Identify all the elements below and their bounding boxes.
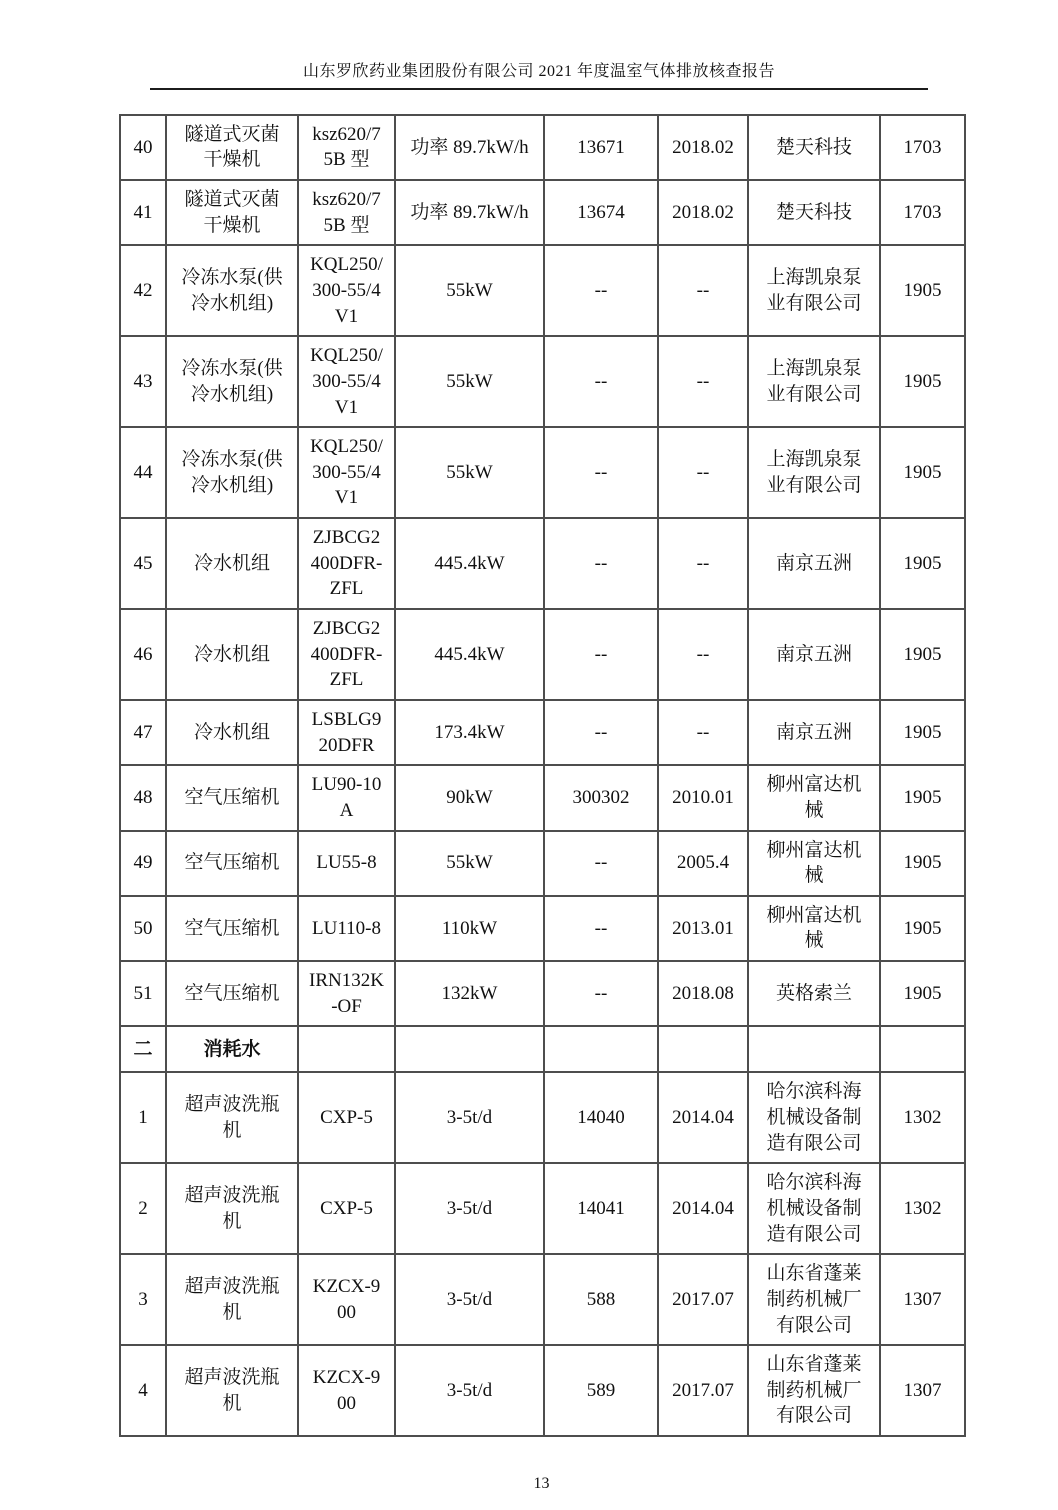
date-cell: 2013.01 [658,896,748,961]
row-number-cell: 43 [120,336,166,427]
page-number: 13 [533,1475,550,1493]
table-row [120,518,965,609]
power-cell: 功率 89.7kW/h [395,115,544,180]
serial-cell: 588 [544,1254,658,1345]
manufacturer-cell: 山东省蓬莱制药机械厂有限公司 [748,1254,880,1345]
code-cell: 1905 [880,609,965,700]
serial-cell: -- [544,245,658,336]
equipment-table [119,114,966,1437]
model-cell: KQL250/300-55/4V1 [298,427,395,518]
power-cell: 173.4kW [395,700,544,765]
power-cell: 55kW [395,245,544,336]
row-number-cell: 44 [120,427,166,518]
code-cell: 1905 [880,245,965,336]
table-row [120,427,965,518]
section-row [120,1026,965,1072]
model-cell: IRN132K-OF [298,961,395,1026]
row-number-cell: 50 [120,896,166,961]
serial-cell: -- [544,427,658,518]
power-cell: 3-5t/d [395,1072,544,1163]
manufacturer-cell: 南京五洲 [748,518,880,609]
equipment-name-cell: 空气压缩机 [166,961,298,1026]
equipment-name-cell: 冷冻水泵(供冷水机组) [166,336,298,427]
power-cell: 55kW [395,427,544,518]
manufacturer-cell: 楚天科技 [748,115,880,180]
model-cell: KQL250/300-55/4V1 [298,245,395,336]
equipment-name-cell: 隧道式灭菌干燥机 [166,115,298,180]
date-cell: -- [658,518,748,609]
serial-cell: -- [544,961,658,1026]
date-cell: -- [658,609,748,700]
table-row [120,180,965,245]
power-cell: 132kW [395,961,544,1026]
code-cell: 1905 [880,427,965,518]
table-row [120,245,965,336]
row-number-cell: 48 [120,765,166,830]
model-cell: ksz620/75B 型 [298,115,395,180]
serial-cell: 13674 [544,180,658,245]
model-cell: KZCX-900 [298,1254,395,1345]
manufacturer-cell: 南京五洲 [748,609,880,700]
table-row [120,1163,965,1254]
table-row [120,896,965,961]
equipment-name-cell: 空气压缩机 [166,896,298,961]
code-cell: 1905 [880,765,965,830]
table-row [120,831,965,896]
power-cell: 3-5t/d [395,1345,544,1436]
date-cell: 2014.04 [658,1163,748,1254]
power-cell: 55kW [395,831,544,896]
table-row [120,700,965,765]
row-number-cell: 42 [120,245,166,336]
row-number-cell: 2 [120,1163,166,1254]
model-cell [298,1026,395,1072]
row-number-cell: 46 [120,609,166,700]
model-cell: LSBLG920DFR [298,700,395,765]
manufacturer-cell: 哈尔滨科海机械设备制造有限公司 [748,1072,880,1163]
date-cell: -- [658,245,748,336]
code-cell: 1905 [880,336,965,427]
header-rule [150,62,928,90]
equipment-name-cell: 冷水机组 [166,609,298,700]
row-number-cell: 41 [120,180,166,245]
power-cell [395,1026,544,1072]
equipment-name-cell: 超声波洗瓶机 [166,1345,298,1436]
code-cell: 1302 [880,1163,965,1254]
code-cell: 1905 [880,831,965,896]
power-cell: 445.4kW [395,518,544,609]
serial-cell: -- [544,609,658,700]
code-cell: 1703 [880,180,965,245]
serial-cell: 300302 [544,765,658,830]
table-row [120,765,965,830]
model-cell: ksz620/75B 型 [298,180,395,245]
model-cell: LU55-8 [298,831,395,896]
code-cell: 1905 [880,700,965,765]
model-cell: LU110-8 [298,896,395,961]
row-number-cell: 40 [120,115,166,180]
row-number-cell: 1 [120,1072,166,1163]
page-header [0,0,1058,90]
model-cell: CXP-5 [298,1163,395,1254]
code-cell: 1905 [880,896,965,961]
table-row [120,336,965,427]
table-row [120,961,965,1026]
manufacturer-cell: 柳州富达机械 [748,831,880,896]
equipment-name-cell: 空气压缩机 [166,831,298,896]
date-cell: 2018.08 [658,961,748,1026]
row-number-cell: 51 [120,961,166,1026]
power-cell: 功率 89.7kW/h [395,180,544,245]
table-row [120,1254,965,1345]
equipment-name-cell: 空气压缩机 [166,765,298,830]
equipment-name-cell: 消耗水 [166,1026,298,1072]
manufacturer-cell: 楚天科技 [748,180,880,245]
date-cell: 2018.02 [658,115,748,180]
serial-cell [544,1026,658,1072]
power-cell: 90kW [395,765,544,830]
manufacturer-cell [748,1026,880,1072]
power-cell: 55kW [395,336,544,427]
table-row [120,1072,965,1163]
equipment-name-cell: 冷冻水泵(供冷水机组) [166,427,298,518]
serial-cell: -- [544,896,658,961]
date-cell: 2017.07 [658,1254,748,1345]
serial-cell: -- [544,518,658,609]
row-number-cell: 49 [120,831,166,896]
date-cell: -- [658,336,748,427]
serial-cell: -- [544,700,658,765]
equipment-name-cell: 超声波洗瓶机 [166,1072,298,1163]
code-cell: 1703 [880,115,965,180]
row-number-cell: 二 [120,1026,166,1072]
date-cell: 2018.02 [658,180,748,245]
power-cell: 110kW [395,896,544,961]
model-cell: ZJBCG2400DFR-ZFL [298,518,395,609]
table-row [120,1345,965,1436]
model-cell: KZCX-900 [298,1345,395,1436]
table-row [120,609,965,700]
equipment-name-cell: 冷水机组 [166,518,298,609]
manufacturer-cell: 上海凯泉泵业有限公司 [748,336,880,427]
power-cell: 3-5t/d [395,1254,544,1345]
equipment-table-body [120,115,965,1436]
date-cell: 2014.04 [658,1072,748,1163]
table-row [120,115,965,180]
manufacturer-cell: 英格索兰 [748,961,880,1026]
model-cell: KQL250/300-55/4V1 [298,336,395,427]
code-cell [880,1026,965,1072]
equipment-name-cell: 冷水机组 [166,700,298,765]
equipment-name-cell: 冷冻水泵(供冷水机组) [166,245,298,336]
serial-cell: 589 [544,1345,658,1436]
code-cell: 1905 [880,961,965,1026]
power-cell: 3-5t/d [395,1163,544,1254]
model-cell: LU90-10A [298,765,395,830]
manufacturer-cell: 上海凯泉泵业有限公司 [748,427,880,518]
code-cell: 1307 [880,1345,965,1436]
manufacturer-cell: 南京五洲 [748,700,880,765]
date-cell: -- [658,427,748,518]
serial-cell: -- [544,831,658,896]
date-cell: 2005.4 [658,831,748,896]
date-cell [658,1026,748,1072]
equipment-name-cell: 超声波洗瓶机 [166,1163,298,1254]
date-cell: 2010.01 [658,765,748,830]
manufacturer-cell: 柳州富达机械 [748,896,880,961]
equipment-name-cell: 超声波洗瓶机 [166,1254,298,1345]
row-number-cell: 47 [120,700,166,765]
manufacturer-cell: 哈尔滨科海机械设备制造有限公司 [748,1163,880,1254]
model-cell: ZJBCG2400DFR-ZFL [298,609,395,700]
row-number-cell: 45 [120,518,166,609]
date-cell: 2017.07 [658,1345,748,1436]
manufacturer-cell: 山东省蓬莱制药机械厂有限公司 [748,1345,880,1436]
manufacturer-cell: 上海凯泉泵业有限公司 [748,245,880,336]
serial-cell: 14041 [544,1163,658,1254]
row-number-cell: 4 [120,1345,166,1436]
row-number-cell: 3 [120,1254,166,1345]
code-cell: 1302 [880,1072,965,1163]
code-cell: 1905 [880,518,965,609]
date-cell: -- [658,700,748,765]
model-cell: CXP-5 [298,1072,395,1163]
serial-cell: -- [544,336,658,427]
power-cell: 445.4kW [395,609,544,700]
manufacturer-cell: 柳州富达机械 [748,765,880,830]
equipment-name-cell: 隧道式灭菌干燥机 [166,180,298,245]
serial-cell: 14040 [544,1072,658,1163]
code-cell: 1307 [880,1254,965,1345]
header-title: 山东罗欣药业集团股份有限公司 2021 年度温室气体排放核查报告 [302,63,775,80]
serial-cell: 13671 [544,115,658,180]
